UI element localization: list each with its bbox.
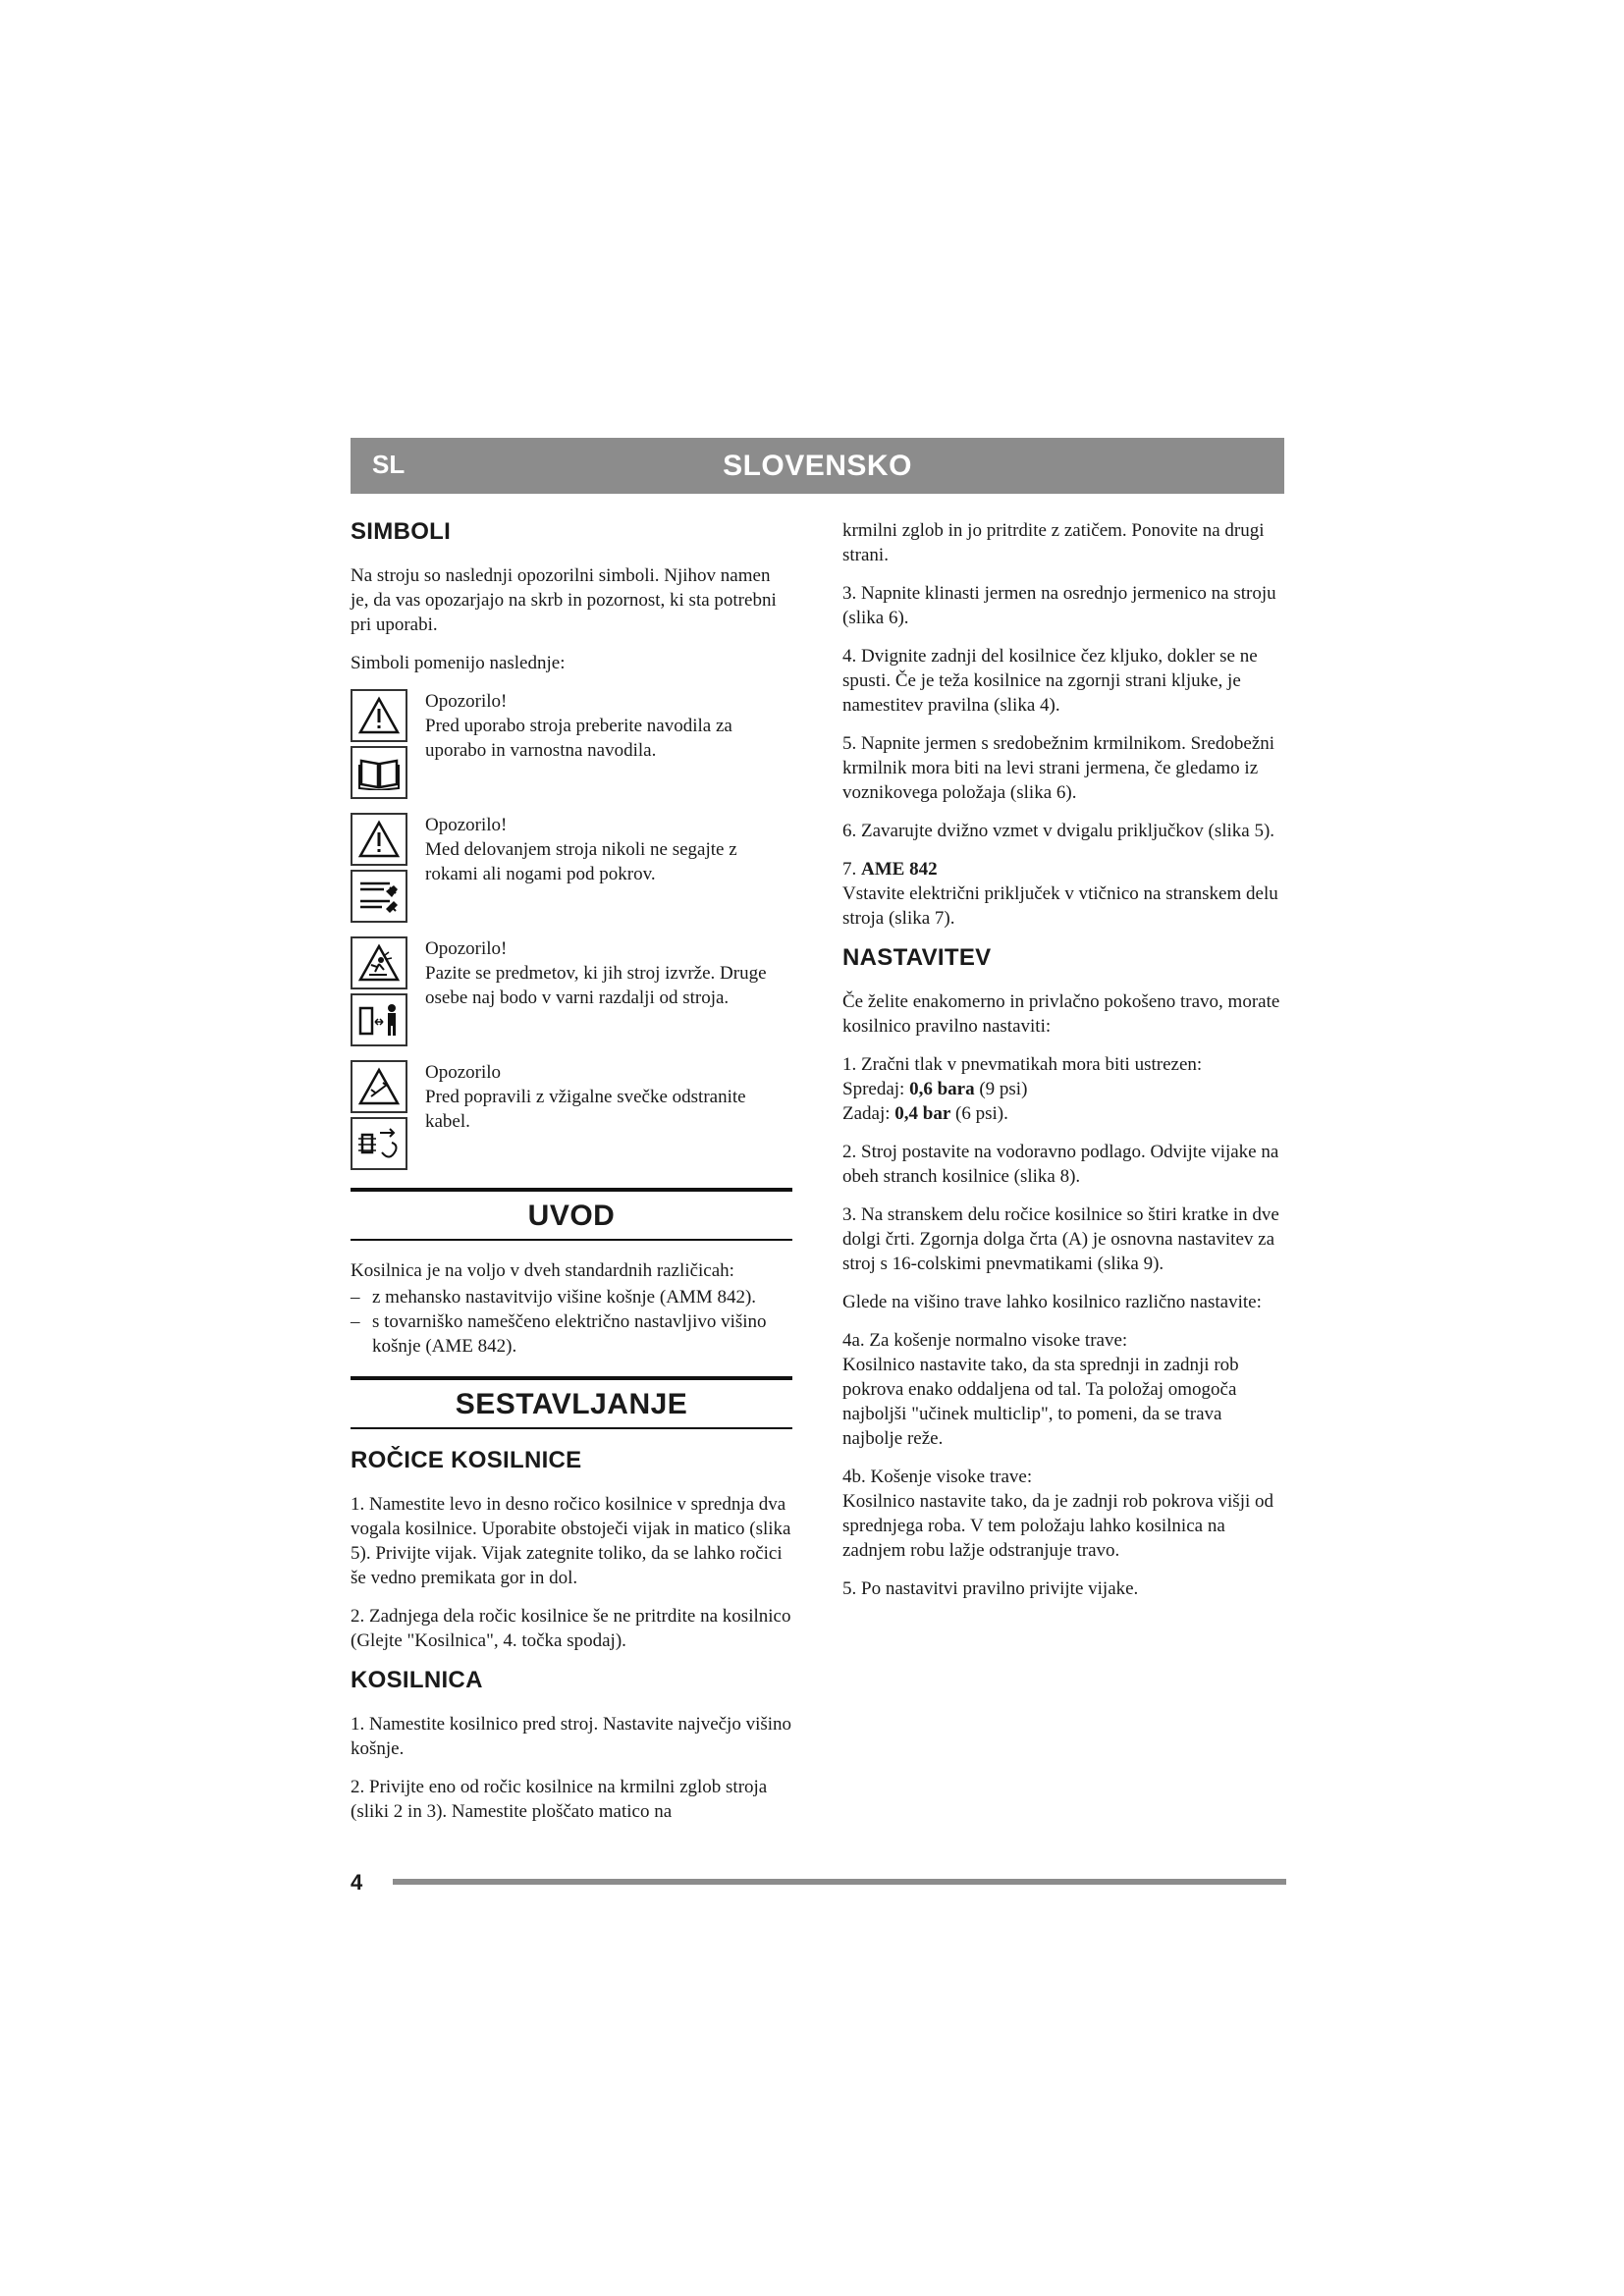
symbol-row [351,813,792,927]
symbol-row [351,689,792,803]
list-item: – z mehansko nastavitvijo višine košnje (AMM 842). [351,1287,757,1308]
kosilnica-p5: 5. Napnite jermen s sredobežnim krmilnikom. Sredobežni krmilnik mora biti na levi strani jermena, če gledamo iz voznikovega položaja (slika 6). [842,733,1275,803]
symbol-text: Pred popravili z vžigalne svečke odstranite kabel. [425,1087,746,1132]
kosilnica-p3: 3. Napnite klinasti jermen na osrednjo jermenico na stroju (slika 6). [842,583,1276,628]
symbol-text: Pred uporabo stroja preberite navodila za uporabo in varnostna navodila. [425,716,732,761]
symbol-text: Med delovanjem stroja nikoli ne segajte z rokami ali nogami pod pokrov. [425,839,737,884]
kosilnica-p4: 4. Dvignite zadnji del kosilnice čez kljuko, dokler se ne spusti. Če je teža kosilnice na zgornji strani kljuke, je namestitev pravilna (slika 4). [842,646,1258,716]
kosilnica-heading: KOSILNICA [351,1667,483,1693]
safe-distance-icon [351,993,407,1046]
symbol-title: Opozorilo! [425,691,508,712]
nastavitev-heading: NASTAVITEV [842,944,992,971]
section-rule [351,1188,792,1192]
language-header [351,438,1284,494]
symbol-row [351,1060,792,1174]
kosilnica-p7: 7. AME 842 Vstavite električni priključek v vtičnico na stranskem delu stroja (slika 7). [842,859,1278,929]
simboli-meaning: Simboli pomenijo naslednje: [351,653,566,673]
model-label: AME 842 [861,859,938,880]
kosilnica-p1: 1. Namestite kosilnico pred stroj. Nastavite največjo višino košnje. [351,1714,792,1759]
rocice-heading: ROČICE KOSILNICE [351,1447,582,1473]
list-item: – s tovarniško nameščeno električno nastavljivo višino košnje (AME 842). [351,1311,767,1357]
symbol-title: Opozorilo! [425,815,508,835]
rear-pressure: 0,4 bar [894,1103,951,1124]
kosilnica-p2-cont: krmilni zglob in jo pritrdite z zatičem. Ponovite na drugi strani. [842,520,1265,565]
remove-cable-icon [351,1117,407,1170]
simboli-intro: Na stroju so naslednji opozorilni simboli. Njihov namen je, da vas opozarjajo na skrb in pozornost, ki sta potrebni pri uporabi. [351,565,777,635]
symbol-text: Pazite se predmetov, ki jih stroj izvrže. Druge osebe naj bodo v varni razdalji od stroja. [425,963,767,1008]
uvod-heading: UVOD [527,1200,616,1232]
rocice-p2: 2. Zadnjega dela ročic kosilnice še ne pritrdite na kosilnico (Glejte "Kosilnica", 4. točka spodaj). [351,1606,791,1651]
spark-plug-warning-icon [351,1060,407,1113]
kosilnica-p6: 6. Zavarujte dvižno vzmet v dvigalu priključkov (slika 5). [842,821,1275,841]
nastavitev-p4a: 4a. Za košenje normalno visoke trave: Kosilnico nastavite tako, da sta sprednji in zadnji rob pokrova enako oddaljena od tal. Ta položaj omogoča najboljši "učinek multiclip", to pomeni, da se trava najbolje reže. [842,1330,1239,1449]
page-number: 4 [351,1870,363,1895]
nastavitev-p3: 3. Na stranskem delu ročice kosilnice so štiri kratke in dve dolgi črti. Zgornja dolga črta (A) je osnovna nastavitev za stroj s 16-colskimi pnevmatikami (slika 9). [842,1204,1279,1274]
manual-book-icon [351,746,407,799]
front-pressure: 0,6 bara [909,1079,975,1099]
nastavitev-intro: Če želite enakomerno in privlačno pokošeno travo, morate kosilnico pravilno nastaviti: [842,991,1280,1037]
kosilnica-p2: 2. Privijte eno od ročic kosilnice na krmilni zglob stroja (sliki 2 in 3). Namestite ploščato matico na [351,1777,768,1822]
thrown-objects-warning-icon [351,936,407,989]
language-code: SL [372,450,406,479]
left-column [351,518,792,1838]
nastavitev-p4b: 4b. Košenje visoke trave: Kosilnico nastavite tako, da je zadnji rob pokrova višji od sprednjega roba. V tem položaju lahko kosilnica na zadnjem robu lažje odstranjuje travo. [842,1467,1274,1561]
nastavitev-p5: 5. Po nastavitvi pravilno privijte vijake. [842,1578,1139,1599]
nastavitev-p4: Glede na višino trave lahko kosilnico različno nastavite: [842,1292,1262,1312]
nastavitev-p1: 1. Zračni tlak v pnevmatikah mora biti ustrezen: Spredaj: 0,6 bara (9 psi) Zadaj: 0,4 bar (6 psi). [842,1054,1203,1124]
section-rule [351,1239,792,1241]
symbol-title: Opozorilo [425,1062,502,1083]
rocice-p1: 1. Namestite levo in desno ročico kosilnice v sprednja dva vogala kosilnice. Uporabite obstoječi vijak in matico (slika 5). Privijte vijak. Vijak zategnite toliko, da se lahko ročici še vedno premikata gor in dol. [351,1494,791,1588]
nastavitev-p2: 2. Stroj postavite na vodoravno podlago. Odvijte vijake na obeh stranch kosilnice (slika 8). [842,1142,1279,1187]
sestavljanje-heading: SESTAVLJANJE [455,1388,688,1420]
right-column [842,518,1284,1615]
section-rule [351,1427,792,1429]
language-title: SLOVENSKO [723,450,912,482]
symbol-row [351,936,792,1050]
footer-rule [393,1879,1286,1885]
warning-triangle-icon [351,689,407,742]
section-rule [351,1376,792,1380]
warning-triangle-icon [351,813,407,866]
symbol-title: Opozorilo! [425,938,508,959]
hand-foot-cutting-icon [351,870,407,923]
simboli-heading: SIMBOLI [351,518,452,545]
uvod-intro: Kosilnica je na voljo v dveh standardnih različicah: [351,1260,734,1281]
